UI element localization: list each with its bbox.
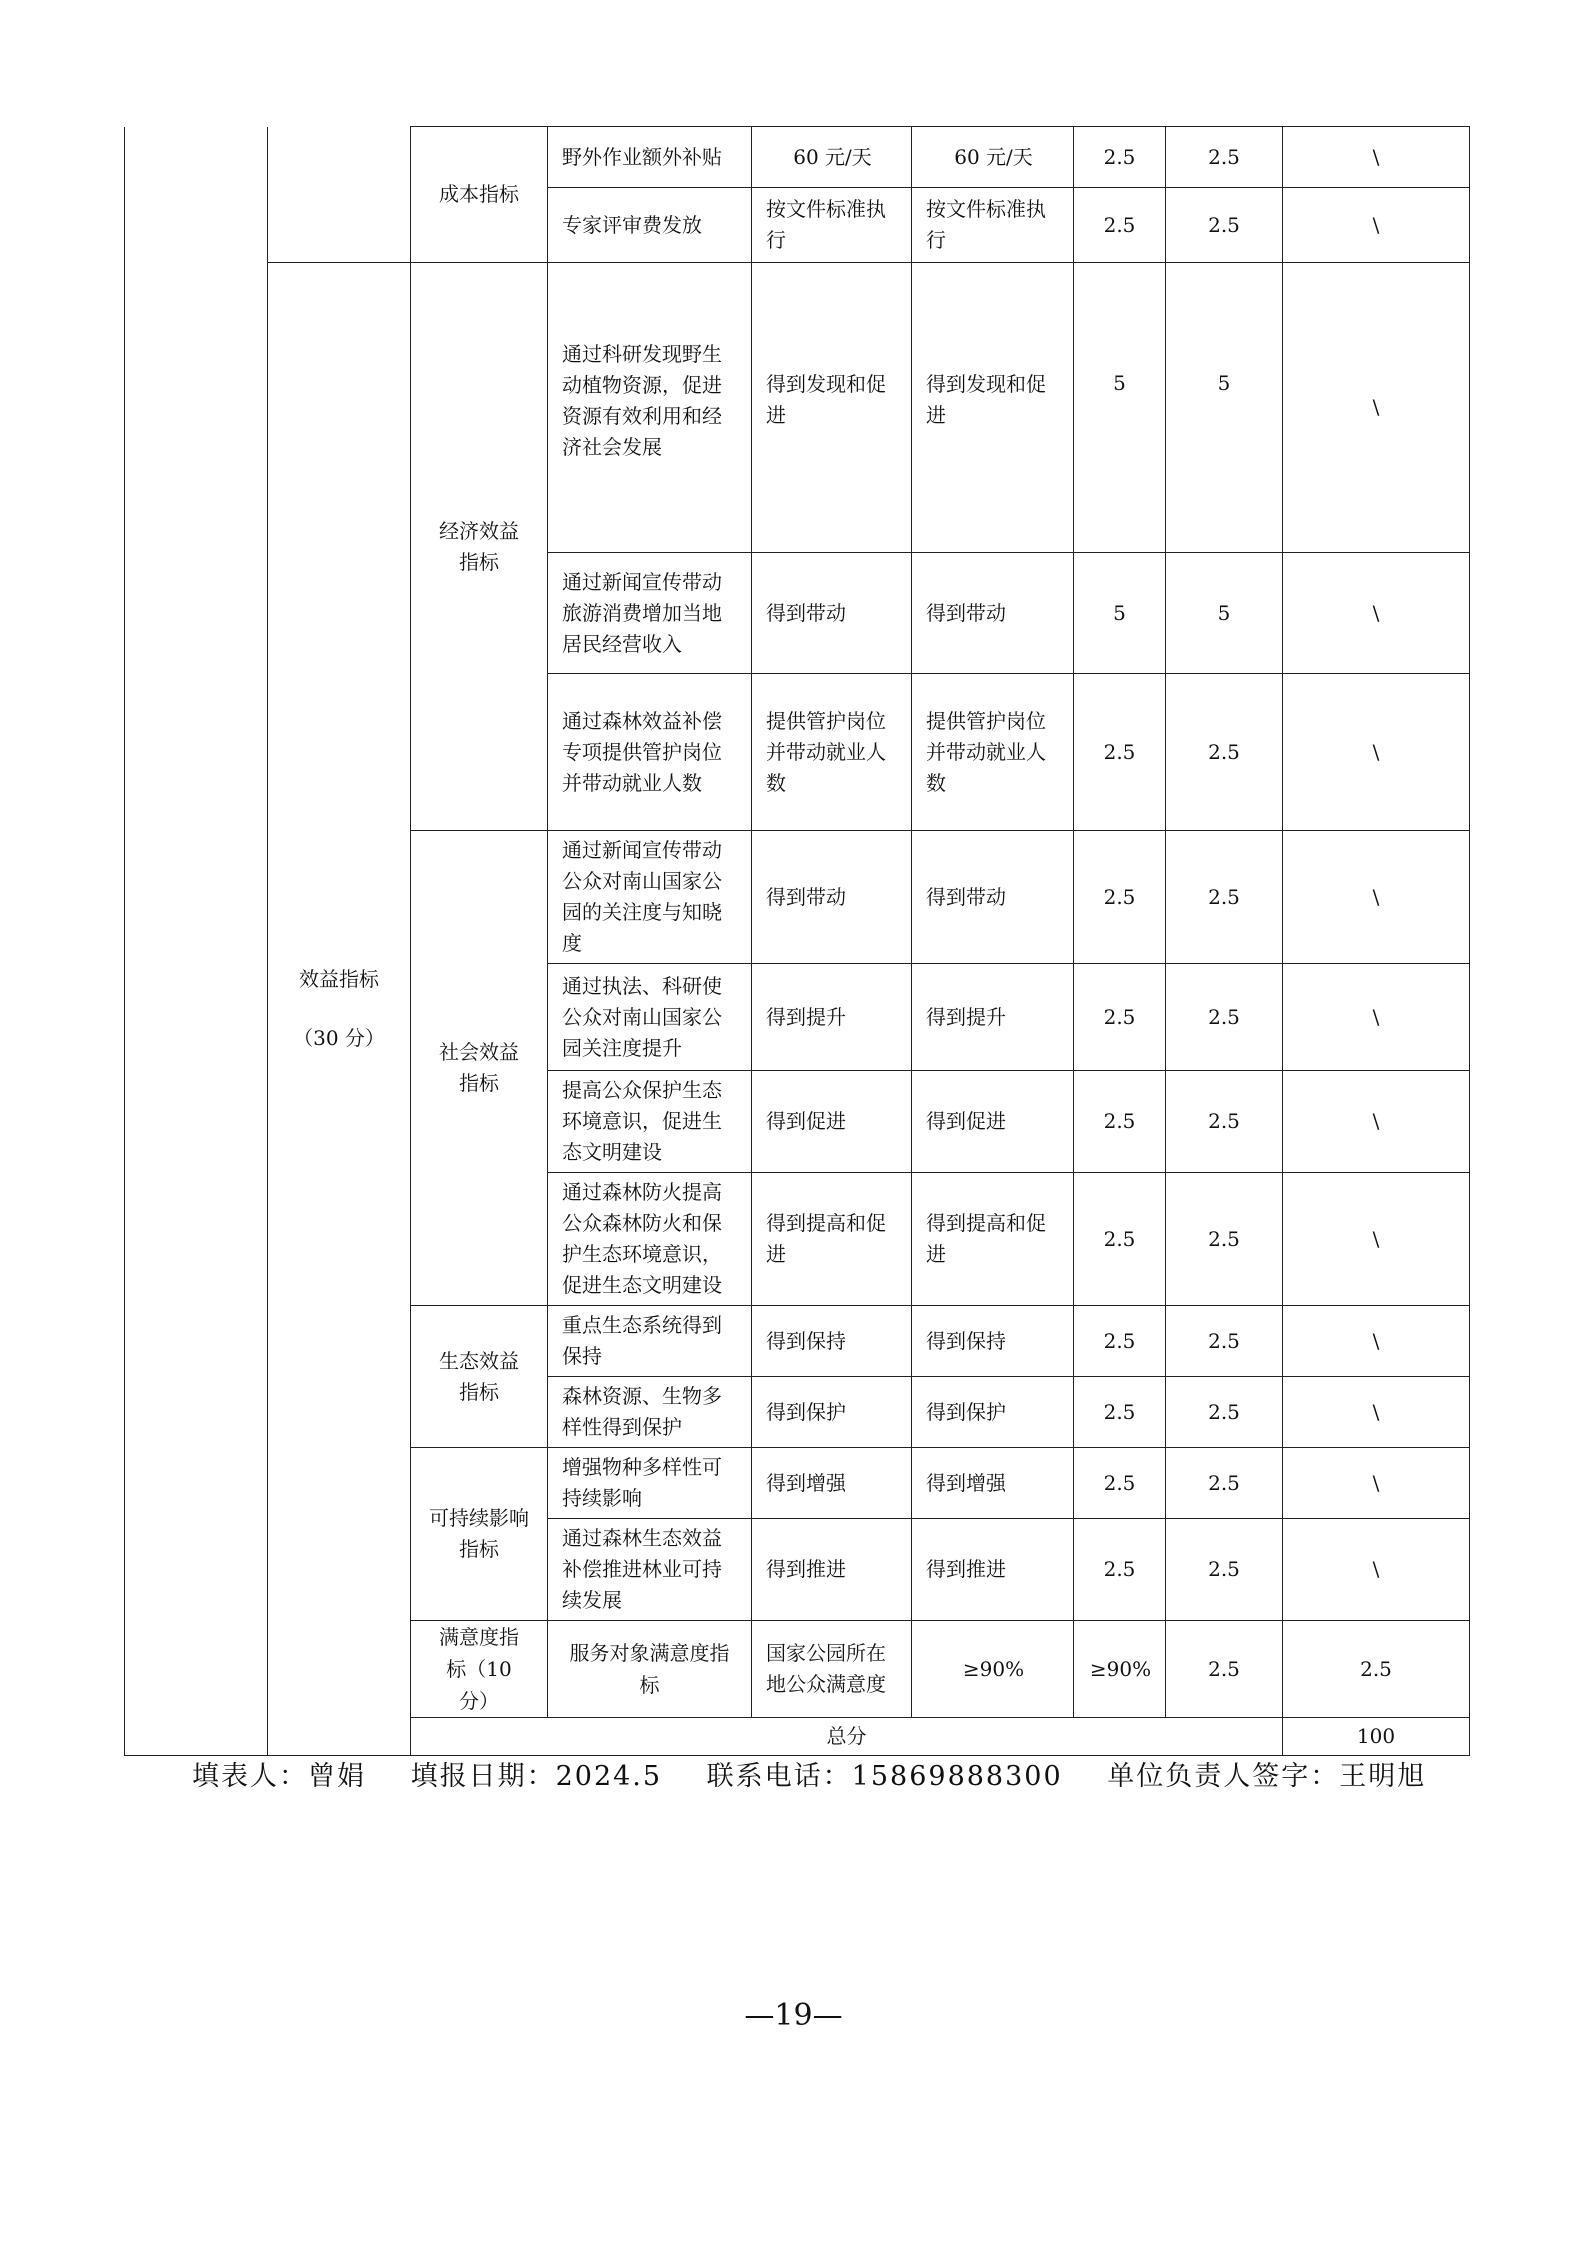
- note-value: \: [1283, 1306, 1470, 1377]
- actual-value: 60 元/天: [912, 127, 1074, 188]
- target-value: 得到增强: [752, 1448, 912, 1519]
- score-value: 5: [1166, 263, 1283, 553]
- indicator-name: 通过新闻宣传带动公众对南山国家公园的关注度与知晓度: [548, 831, 752, 964]
- indicator-name: 通过森林效益补偿专项提供管护岗位并带动就业人数: [548, 674, 752, 831]
- indicator-name: 通过森林防火提高公众森林防火和保护生态环境意识，促进生态文明建设: [548, 1173, 752, 1306]
- indicator-name: 专家评审费发放: [548, 188, 752, 263]
- weight-value: 5: [1074, 553, 1166, 674]
- benefit-indicator-title: 效益指标: [299, 967, 379, 991]
- table-row: [125, 127, 1470, 188]
- weight-value: 2.5: [1074, 674, 1166, 831]
- performance-indicator-table: [124, 126, 1470, 1756]
- target-value: 得到促进: [752, 1071, 912, 1173]
- level1-column-cell: [125, 127, 268, 1756]
- social-indicator-label: 社会效益指标: [411, 831, 548, 1306]
- note-value: \: [1283, 188, 1470, 263]
- indicator-name: 野外作业额外补贴: [548, 127, 752, 188]
- service-satisfaction-label: 服务对象满意度指标: [548, 1621, 752, 1718]
- indicator-name: 通过森林生态效益补偿推进林业可持续发展: [548, 1519, 752, 1621]
- target-value: 提供管护岗位并带动就业人数: [752, 674, 912, 831]
- note-value: \: [1283, 263, 1470, 553]
- note-value: \: [1283, 1377, 1470, 1448]
- weight-value: 5: [1074, 263, 1166, 553]
- indicator-name: 国家公园所在地公众满意度: [752, 1621, 912, 1718]
- actual-value: ≥90%: [1074, 1621, 1166, 1718]
- indicator-name: 增强物种多样性可持续影响: [548, 1448, 752, 1519]
- target-value: 得到带动: [752, 831, 912, 964]
- target-value: 得到推进: [752, 1519, 912, 1621]
- actual-value: 提供管护岗位并带动就业人数: [912, 674, 1074, 831]
- weight-value: 2.5: [1074, 127, 1166, 188]
- table-row: [125, 263, 1470, 553]
- economic-indicator-label: 经济效益指标: [411, 263, 548, 831]
- note-value: \: [1283, 964, 1470, 1071]
- weight-value: 2.5: [1074, 188, 1166, 263]
- actual-value: 得到提高和促进: [912, 1173, 1074, 1306]
- form-footer: [192, 1754, 1426, 1793]
- actual-value: 得到提升: [912, 964, 1074, 1071]
- indicator-name: 提高公众保护生态环境意识，促进生态文明建设: [548, 1071, 752, 1173]
- ecological-indicator-label: 生态效益指标: [411, 1306, 548, 1448]
- sustainable-indicator-label: 可持续影响指标: [411, 1448, 548, 1621]
- target-value: 得到发现和促进: [752, 263, 912, 553]
- score-value: 2.5: [1166, 1377, 1283, 1448]
- indicator-name: 通过执法、科研使公众对南山国家公园关注度提升: [548, 964, 752, 1071]
- note-value: \: [1283, 1071, 1470, 1173]
- weight-value: 2.5: [1074, 1173, 1166, 1306]
- cost-indicator-label: 成本指标: [411, 127, 548, 263]
- actual-value: 得到推进: [912, 1519, 1074, 1621]
- satisfaction-indicator-label: 满意度指标（10 分）: [411, 1621, 548, 1718]
- note-value: \: [1283, 1173, 1470, 1306]
- note-value: \: [1283, 1519, 1470, 1621]
- score-value: 2.5: [1166, 1448, 1283, 1519]
- indicator-name: 通过科研发现野生动植物资源，促进资源有效利用和经济社会发展: [548, 263, 752, 553]
- weight-value: 2.5: [1074, 964, 1166, 1071]
- target-value: 得到保护: [752, 1377, 912, 1448]
- actual-value: 得到保持: [912, 1306, 1074, 1377]
- actual-value: 得到带动: [912, 553, 1074, 674]
- indicator-name: 通过新闻宣传带动旅游消费增加当地居民经营收入: [548, 553, 752, 674]
- indicator-name: 森林资源、生物多样性得到保护: [548, 1377, 752, 1448]
- score-value: 2.5: [1166, 127, 1283, 188]
- report-date: 填报日期：2024.5: [410, 1761, 663, 1792]
- contact-phone: 联系电话：15869888300: [706, 1761, 1063, 1792]
- score-value: 5: [1166, 553, 1283, 674]
- weight-value: 2.5: [1166, 1621, 1283, 1718]
- score-value: 2.5: [1166, 674, 1283, 831]
- note-value: \: [1283, 127, 1470, 188]
- note-value: \: [1283, 553, 1470, 674]
- weight-value: 2.5: [1074, 1448, 1166, 1519]
- target-value: ≥90%: [912, 1621, 1074, 1718]
- target-value: 得到提升: [752, 964, 912, 1071]
- actual-value: 得到发现和促进: [912, 263, 1074, 553]
- score-value: 2.5: [1166, 1306, 1283, 1377]
- indicator-name: 重点生态系统得到保持: [548, 1306, 752, 1377]
- target-value: 得到带动: [752, 553, 912, 674]
- score-value: 2.5: [1166, 1173, 1283, 1306]
- note-value: \: [1283, 674, 1470, 831]
- score-value: 2.5: [1283, 1621, 1470, 1718]
- weight-value: 2.5: [1074, 1519, 1166, 1621]
- actual-value: 得到促进: [912, 1071, 1074, 1173]
- total-weight: 100: [1283, 1718, 1470, 1756]
- target-value: 得到保持: [752, 1306, 912, 1377]
- page-number: —19—: [744, 1998, 843, 2033]
- note-value: \: [1283, 1448, 1470, 1519]
- weight-value: 2.5: [1074, 1377, 1166, 1448]
- target-value: 60 元/天: [752, 127, 912, 188]
- actual-value: 得到保护: [912, 1377, 1074, 1448]
- score-value: 2.5: [1166, 1519, 1283, 1621]
- total-label: 总分: [411, 1718, 1283, 1756]
- benefit-indicator-label: [268, 263, 411, 1756]
- level2-cost-cell: [268, 127, 411, 263]
- weight-value: 2.5: [1074, 831, 1166, 964]
- target-value: 得到提高和促进: [752, 1173, 912, 1306]
- actual-value: 得到带动: [912, 831, 1074, 964]
- score-value: 2.5: [1166, 188, 1283, 263]
- actual-value: 按文件标准执行: [912, 188, 1074, 263]
- unit-head-signature: 单位负责人签字：王明旭: [1107, 1761, 1427, 1792]
- score-value: 2.5: [1166, 964, 1283, 1071]
- benefit-indicator-points: （30 分）: [293, 1026, 385, 1050]
- weight-value: 2.5: [1074, 1306, 1166, 1377]
- note-value: \: [1283, 831, 1470, 964]
- score-value: 2.5: [1166, 1071, 1283, 1173]
- score-value: 2.5: [1166, 831, 1283, 964]
- actual-value: 得到增强: [912, 1448, 1074, 1519]
- weight-value: 2.5: [1074, 1071, 1166, 1173]
- target-value: 按文件标准执行: [752, 188, 912, 263]
- filler-name: 填表人：曾娟: [192, 1761, 366, 1792]
